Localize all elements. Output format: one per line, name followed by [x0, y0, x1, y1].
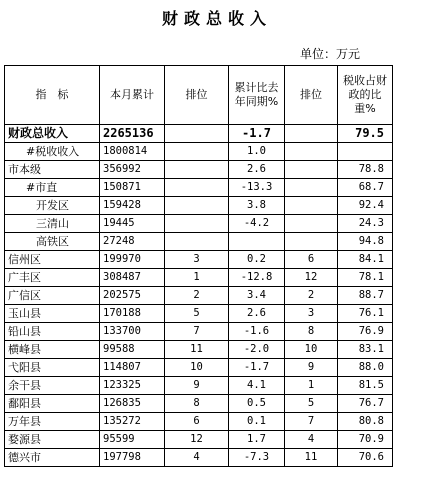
- row-growth: -2.0: [229, 341, 285, 359]
- row-tax-ratio: 92.4: [338, 197, 393, 215]
- row-growth-rank: 4: [285, 431, 338, 449]
- row-name: 财政总收入: [5, 125, 100, 143]
- row-rank: 2: [165, 287, 229, 305]
- row-growth-rank: [285, 197, 338, 215]
- row-name: #市直: [5, 179, 100, 197]
- row-name: 三清山: [5, 215, 100, 233]
- row-tax-ratio: 78.8: [338, 161, 393, 179]
- table-header-row: [5, 66, 393, 125]
- row-tax-ratio: 88.0: [338, 359, 393, 377]
- row-growth: -1.7: [229, 359, 285, 377]
- row-tax-ratio: 88.7: [338, 287, 393, 305]
- row-tax-ratio: 79.5: [338, 125, 393, 143]
- header-growth: 累计比去年同期%: [229, 66, 285, 125]
- row-rank: 9: [165, 377, 229, 395]
- row-month-total: 95599: [100, 431, 165, 449]
- table-row: [5, 269, 393, 287]
- row-growth: -1.7: [229, 125, 285, 143]
- row-growth: 2.6: [229, 305, 285, 323]
- row-rank: 5: [165, 305, 229, 323]
- row-growth: 4.1: [229, 377, 285, 395]
- table-row: [5, 413, 393, 431]
- row-month-total: 114807: [100, 359, 165, 377]
- row-growth-rank: 2: [285, 287, 338, 305]
- table-row: [5, 287, 393, 305]
- table-row: [5, 341, 393, 359]
- row-name: 高铁区: [5, 233, 100, 251]
- table-row: [5, 323, 393, 341]
- row-name: 广丰区: [5, 269, 100, 287]
- row-tax-ratio: 94.8: [338, 233, 393, 251]
- row-rank: [165, 179, 229, 197]
- row-rank: [165, 125, 229, 143]
- table-row: [5, 449, 393, 467]
- row-tax-ratio: 83.1: [338, 341, 393, 359]
- row-name: 信州区: [5, 251, 100, 269]
- table-row: [5, 305, 393, 323]
- header-growth-rank: 排位: [285, 66, 338, 125]
- row-growth-rank: 8: [285, 323, 338, 341]
- table-row: [5, 395, 393, 413]
- row-month-total: 27248: [100, 233, 165, 251]
- row-growth-rank: [285, 125, 338, 143]
- row-growth: 1.0: [229, 143, 285, 161]
- row-rank: 1: [165, 269, 229, 287]
- row-tax-ratio: 76.1: [338, 305, 393, 323]
- row-growth: 1.7: [229, 431, 285, 449]
- row-name: 铅山县: [5, 323, 100, 341]
- row-growth: 0.2: [229, 251, 285, 269]
- row-month-total: 99588: [100, 341, 165, 359]
- table-row: [5, 143, 393, 161]
- table-row: [5, 161, 393, 179]
- row-growth: 3.8: [229, 197, 285, 215]
- row-growth-rank: 1: [285, 377, 338, 395]
- row-growth-rank: 5: [285, 395, 338, 413]
- header-month-total: 本月累计: [100, 66, 165, 125]
- row-tax-ratio: 70.9: [338, 431, 393, 449]
- table-row: [5, 233, 393, 251]
- row-rank: 11: [165, 341, 229, 359]
- row-month-total: 197798: [100, 449, 165, 467]
- row-growth-rank: [285, 161, 338, 179]
- table-row: [5, 431, 393, 449]
- row-rank: 12: [165, 431, 229, 449]
- row-tax-ratio: 81.5: [338, 377, 393, 395]
- row-growth-rank: 10: [285, 341, 338, 359]
- table-row: [5, 125, 393, 143]
- row-growth: -13.3: [229, 179, 285, 197]
- row-name: 横峰县: [5, 341, 100, 359]
- row-month-total: 202575: [100, 287, 165, 305]
- row-month-total: 150871: [100, 179, 165, 197]
- table-row: [5, 179, 393, 197]
- row-growth-rank: [285, 143, 338, 161]
- row-growth: -1.6: [229, 323, 285, 341]
- row-name: 开发区: [5, 197, 100, 215]
- row-rank: 8: [165, 395, 229, 413]
- row-growth-rank: 12: [285, 269, 338, 287]
- row-name: #税收收入: [5, 143, 100, 161]
- row-growth: -12.8: [229, 269, 285, 287]
- row-growth: 0.1: [229, 413, 285, 431]
- row-tax-ratio: 76.7: [338, 395, 393, 413]
- table-row: [5, 251, 393, 269]
- row-growth: [229, 233, 285, 251]
- row-name: 万年县: [5, 413, 100, 431]
- row-growth-rank: 6: [285, 251, 338, 269]
- row-rank: [165, 215, 229, 233]
- row-tax-ratio: 70.6: [338, 449, 393, 467]
- row-growth-rank: [285, 215, 338, 233]
- row-rank: [165, 143, 229, 161]
- row-month-total: 133700: [100, 323, 165, 341]
- row-month-total: 126835: [100, 395, 165, 413]
- table-row: [5, 215, 393, 233]
- row-rank: 6: [165, 413, 229, 431]
- row-tax-ratio: 24.3: [338, 215, 393, 233]
- row-tax-ratio: 76.9: [338, 323, 393, 341]
- row-growth-rank: 9: [285, 359, 338, 377]
- row-rank: [165, 197, 229, 215]
- row-growth-rank: 11: [285, 449, 338, 467]
- header-indicator: 指 标: [5, 66, 100, 125]
- row-rank: [165, 161, 229, 179]
- row-growth-rank: 7: [285, 413, 338, 431]
- row-tax-ratio: 78.1: [338, 269, 393, 287]
- row-month-total: 135272: [100, 413, 165, 431]
- row-month-total: 308487: [100, 269, 165, 287]
- row-month-total: 2265136: [100, 125, 165, 143]
- row-tax-ratio: 80.8: [338, 413, 393, 431]
- row-month-total: 1800814: [100, 143, 165, 161]
- row-name: 婺源县: [5, 431, 100, 449]
- table-row: [5, 377, 393, 395]
- page-title: 财政总收入: [161, 9, 272, 28]
- row-month-total: 19445: [100, 215, 165, 233]
- row-rank: 3: [165, 251, 229, 269]
- unit-label: 单位：万元: [300, 47, 361, 61]
- row-name: 鄱阳县: [5, 395, 100, 413]
- row-growth-rank: [285, 179, 338, 197]
- row-month-total: 170188: [100, 305, 165, 323]
- row-tax-ratio: 68.7: [338, 179, 393, 197]
- row-name: 弋阳县: [5, 359, 100, 377]
- row-month-total: 356992: [100, 161, 165, 179]
- row-month-total: 159428: [100, 197, 165, 215]
- row-growth: -4.2: [229, 215, 285, 233]
- header-rank: 排位: [165, 66, 229, 125]
- header-tax-ratio: 税收占财政的比重%: [338, 66, 393, 125]
- row-tax-ratio: 84.1: [338, 251, 393, 269]
- revenue-table: [4, 65, 393, 467]
- row-growth: 0.5: [229, 395, 285, 413]
- row-growth: 3.4: [229, 287, 285, 305]
- table-row: [5, 359, 393, 377]
- row-name: 德兴市: [5, 449, 100, 467]
- table-row: [5, 197, 393, 215]
- row-tax-ratio: [338, 143, 393, 161]
- row-name: 余干县: [5, 377, 100, 395]
- row-rank: 7: [165, 323, 229, 341]
- row-growth: -7.3: [229, 449, 285, 467]
- row-name: 市本级: [5, 161, 100, 179]
- row-growth-rank: 3: [285, 305, 338, 323]
- row-rank: 10: [165, 359, 229, 377]
- row-month-total: 123325: [100, 377, 165, 395]
- row-name: 玉山县: [5, 305, 100, 323]
- row-rank: 4: [165, 449, 229, 467]
- row-name: 广信区: [5, 287, 100, 305]
- row-rank: [165, 233, 229, 251]
- row-month-total: 199970: [100, 251, 165, 269]
- row-growth: 2.6: [229, 161, 285, 179]
- row-growth-rank: [285, 233, 338, 251]
